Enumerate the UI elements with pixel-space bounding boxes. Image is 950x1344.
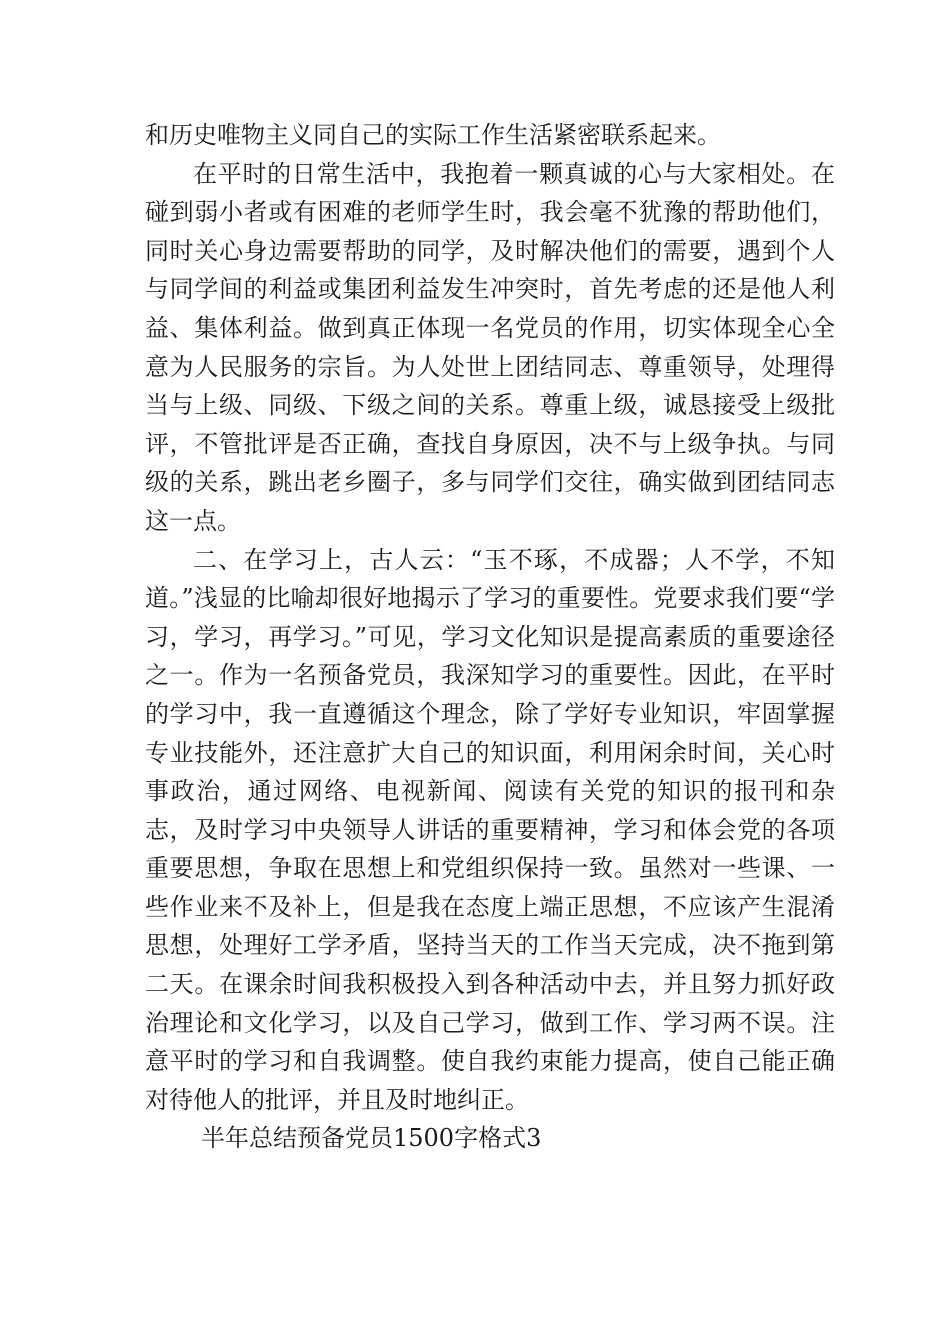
paragraph-1: 和历史唯物主义同自己的实际工作生活紧密联系起来。	[145, 121, 721, 149]
paragraph-2: 在平时的日常生活中，我抱着一颗真诚的心与大家相处。在碰到弱小者或有困难的老师学生时，我会毫不犹豫的帮助他们，同时关心身边需要帮助的同学，及时解决他们的需要，遇到个人与同学间的利益或集团利益发生冲突时，首先考虑的还是他人利益、集体利益。做到真正体现一名党员的作用，切实体现全心全意为人民服务的宗旨。为人处世上团结同志、尊重领导，处理得当与上级、同级、下级之间的关系。尊重上级，诚恳接受上级批评，不管批评是否正确，查找自身原因，决不与上级争执。与同级的关系，跳出老乡圈子，多与同学们交往，确实做到团结同志这一点。	[145, 159, 835, 535]
section-heading: 半年总结预备党员1500字格式3	[201, 1124, 542, 1153]
document-body	[145, 116, 835, 1158]
paragraph-3: 二、在学习上，古人云：“玉不琢，不成器；人不学，不知道。”浅显的比喻却很好地揭示了学习的重要性。党要求我们要“学习，学习，再学习。”可见，学习文化知识是提高素质的重要途径之一。作为一名预备党员，我深知学习的重要性。因此，在平时的学习中，我一直遵循这个理念，除了学好专业知识，牢固掌握专业技能外，还注意扩大自己的知识面，利用闲余时间，关心时事政治，通过网络、电视新闻、阅读有关党的知识的报刊和杂志，及时学习中央领导人讲话的重要精神，学习和体会党的各项重要思想，争取在思想上和党组织保持一致。虽然对一些课、一些作业来不及补上，但是我在态度上端正思想，不应该产生混淆思想，处理好工学矛盾，坚持当天的工作当天完成，决不拖到第二天。在课余时间我积极投入到各种活动中去，并且努力抓好政治理论和文化学习，以及自己学习，做到工作、学习两不误。注意平时的学习和自我调整。使自我约束能力提高，使自己能正确对待他人的批评，并且及时地纠正。	[145, 545, 835, 1114]
